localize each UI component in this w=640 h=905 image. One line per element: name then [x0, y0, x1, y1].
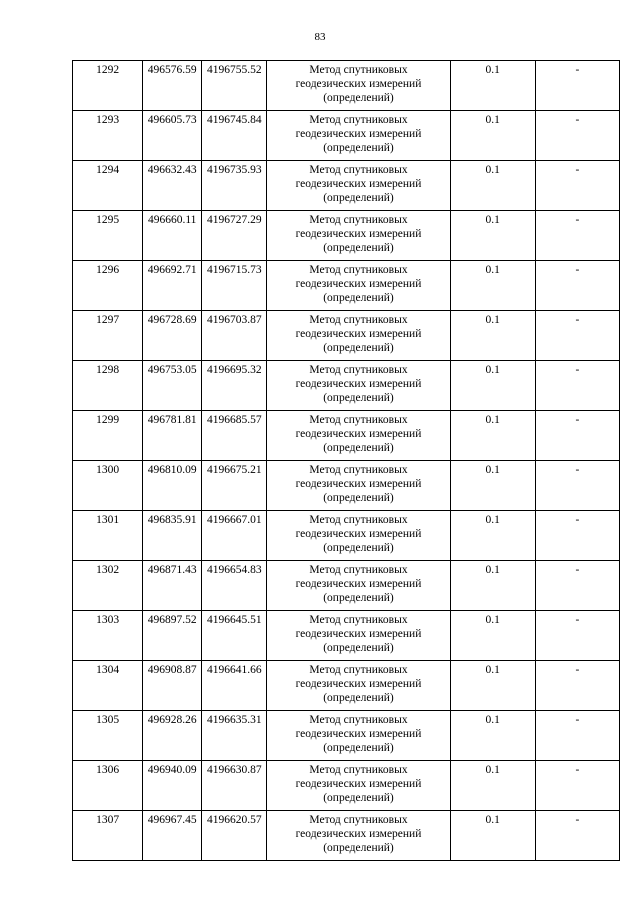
method-cell: [267, 761, 450, 811]
method-line: (определений): [323, 592, 394, 604]
method-line: геодезических измерений: [295, 828, 422, 840]
description-cell: -: [535, 261, 619, 311]
x-coordinate-cell: 496753.05: [143, 361, 202, 411]
table-row: [73, 211, 620, 261]
x-coordinate-cell: 496692.71: [143, 261, 202, 311]
method-line: геодезических измерений: [295, 628, 422, 640]
method-line: геодезических измерений: [295, 128, 422, 140]
x-coordinate-cell: 496728.69: [143, 311, 202, 361]
accuracy-cell: 0.1: [450, 511, 535, 561]
description-cell: -: [535, 711, 619, 761]
method-line: Метод спутниковых: [309, 264, 408, 276]
table-row: [73, 661, 620, 711]
table-row: [73, 511, 620, 561]
point-number-cell: 1293: [73, 111, 143, 161]
method-line: геодезических измерений: [295, 278, 422, 290]
method-line: (определений): [323, 442, 394, 454]
point-number-cell: 1305: [73, 711, 143, 761]
point-number-cell: 1302: [73, 561, 143, 611]
point-number-cell: 1300: [73, 461, 143, 511]
y-coordinate-cell: 4196641.66: [202, 661, 267, 711]
method-cell: [267, 811, 450, 861]
x-coordinate-cell: 496605.73: [143, 111, 202, 161]
method-line: (определений): [323, 842, 394, 854]
method-line: геодезических измерений: [295, 578, 422, 590]
accuracy-cell: 0.1: [450, 411, 535, 461]
x-coordinate-cell: 496660.11: [143, 211, 202, 261]
accuracy-cell: 0.1: [450, 811, 535, 861]
y-coordinate-cell: 4196715.73: [202, 261, 267, 311]
x-coordinate-cell: 496940.09: [143, 761, 202, 811]
method-line: Метод спутниковых: [309, 164, 408, 176]
x-coordinate-cell: 496908.87: [143, 661, 202, 711]
method-line: Метод спутниковых: [309, 614, 408, 626]
method-line: геодезических измерений: [295, 478, 422, 490]
accuracy-cell: 0.1: [450, 111, 535, 161]
table-row: [73, 161, 620, 211]
description-cell: -: [535, 61, 619, 111]
accuracy-cell: 0.1: [450, 311, 535, 361]
x-coordinate-cell: 496897.52: [143, 611, 202, 661]
table-row: [73, 761, 620, 811]
point-number-cell: 1297: [73, 311, 143, 361]
accuracy-cell: 0.1: [450, 211, 535, 261]
table-row: [73, 711, 620, 761]
method-cell: [267, 461, 450, 511]
coordinates-table-body: [73, 61, 620, 861]
y-coordinate-cell: 4196695.32: [202, 361, 267, 411]
method-line: геодезических измерений: [295, 528, 422, 540]
accuracy-cell: 0.1: [450, 561, 535, 611]
table-row: [73, 461, 620, 511]
accuracy-cell: 0.1: [450, 761, 535, 811]
accuracy-cell: 0.1: [450, 611, 535, 661]
y-coordinate-cell: 4196745.84: [202, 111, 267, 161]
x-coordinate-cell: 496871.43: [143, 561, 202, 611]
y-coordinate-cell: 4196675.21: [202, 461, 267, 511]
y-coordinate-cell: 4196727.29: [202, 211, 267, 261]
method-line: Метод спутниковых: [309, 114, 408, 126]
method-line: геодезических измерений: [295, 428, 422, 440]
method-cell: [267, 411, 450, 461]
description-cell: -: [535, 511, 619, 561]
point-number-cell: 1304: [73, 661, 143, 711]
method-cell: [267, 611, 450, 661]
x-coordinate-cell: 496632.43: [143, 161, 202, 211]
table-row: [73, 411, 620, 461]
method-line: геодезических измерений: [295, 378, 422, 390]
method-line: Метод спутниковых: [309, 714, 408, 726]
point-number-cell: 1306: [73, 761, 143, 811]
method-cell: [267, 161, 450, 211]
method-cell: [267, 361, 450, 411]
method-line: геодезических измерений: [295, 728, 422, 740]
description-cell: -: [535, 161, 619, 211]
y-coordinate-cell: 4196635.31: [202, 711, 267, 761]
description-cell: -: [535, 561, 619, 611]
description-cell: -: [535, 311, 619, 361]
y-coordinate-cell: 4196685.57: [202, 411, 267, 461]
y-coordinate-cell: 4196654.83: [202, 561, 267, 611]
method-cell: [267, 261, 450, 311]
method-line: (определений): [323, 542, 394, 554]
accuracy-cell: 0.1: [450, 61, 535, 111]
description-cell: -: [535, 661, 619, 711]
x-coordinate-cell: 496576.59: [143, 61, 202, 111]
method-line: Метод спутниковых: [309, 514, 408, 526]
method-cell: [267, 511, 450, 561]
point-number-cell: 1298: [73, 361, 143, 411]
point-number-cell: 1307: [73, 811, 143, 861]
y-coordinate-cell: 4196735.93: [202, 161, 267, 211]
accuracy-cell: 0.1: [450, 661, 535, 711]
method-cell: [267, 561, 450, 611]
x-coordinate-cell: 496810.09: [143, 461, 202, 511]
method-line: Метод спутниковых: [309, 414, 408, 426]
point-number-cell: 1301: [73, 511, 143, 561]
method-line: (определений): [323, 192, 394, 204]
method-line: геодезических измерений: [295, 328, 422, 340]
accuracy-cell: 0.1: [450, 261, 535, 311]
table-row: [73, 111, 620, 161]
y-coordinate-cell: 4196630.87: [202, 761, 267, 811]
method-line: (определений): [323, 792, 394, 804]
method-line: Метод спутниковых: [309, 564, 408, 576]
table-row: [73, 611, 620, 661]
description-cell: -: [535, 211, 619, 261]
method-line: Метод спутниковых: [309, 314, 408, 326]
accuracy-cell: 0.1: [450, 161, 535, 211]
x-coordinate-cell: 496967.45: [143, 811, 202, 861]
method-line: Метод спутниковых: [309, 464, 408, 476]
x-coordinate-cell: 496928.26: [143, 711, 202, 761]
point-number-cell: 1303: [73, 611, 143, 661]
y-coordinate-cell: 4196755.52: [202, 61, 267, 111]
accuracy-cell: 0.1: [450, 711, 535, 761]
method-line: геодезических измерений: [295, 178, 422, 190]
method-line: Метод спутниковых: [309, 64, 408, 76]
point-number-cell: 1299: [73, 411, 143, 461]
method-cell: [267, 711, 450, 761]
method-line: (определений): [323, 392, 394, 404]
description-cell: -: [535, 111, 619, 161]
accuracy-cell: 0.1: [450, 361, 535, 411]
description-cell: -: [535, 761, 619, 811]
method-line: геодезических измерений: [295, 778, 422, 790]
method-line: Метод спутниковых: [309, 814, 408, 826]
point-number-cell: 1294: [73, 161, 143, 211]
method-line: (определений): [323, 642, 394, 654]
x-coordinate-cell: 496781.81: [143, 411, 202, 461]
point-number-cell: 1296: [73, 261, 143, 311]
method-line: геодезических измерений: [295, 78, 422, 90]
method-line: (определений): [323, 92, 394, 104]
method-cell: [267, 311, 450, 361]
method-line: геодезических измерений: [295, 678, 422, 690]
table-row: [73, 311, 620, 361]
method-line: (определений): [323, 242, 394, 254]
description-cell: -: [535, 611, 619, 661]
accuracy-cell: 0.1: [450, 461, 535, 511]
point-number-cell: 1295: [73, 211, 143, 261]
description-cell: -: [535, 361, 619, 411]
method-line: геодезических измерений: [295, 228, 422, 240]
y-coordinate-cell: 4196667.01: [202, 511, 267, 561]
page-number: 83: [314, 31, 326, 43]
y-coordinate-cell: 4196645.51: [202, 611, 267, 661]
table-row: [73, 61, 620, 111]
method-line: (определений): [323, 292, 394, 304]
point-number-cell: 1292: [73, 61, 143, 111]
coordinates-table: [72, 60, 620, 861]
method-line: (определений): [323, 492, 394, 504]
method-line: (определений): [323, 142, 394, 154]
method-line: Метод спутниковых: [309, 664, 408, 676]
table-row: [73, 561, 620, 611]
method-line: (определений): [323, 692, 394, 704]
table-row: [73, 361, 620, 411]
y-coordinate-cell: 4196703.87: [202, 311, 267, 361]
method-cell: [267, 111, 450, 161]
method-line: Метод спутниковых: [309, 764, 408, 776]
table-row: [73, 261, 620, 311]
description-cell: -: [535, 461, 619, 511]
y-coordinate-cell: 4196620.57: [202, 811, 267, 861]
method-cell: [267, 211, 450, 261]
description-cell: -: [535, 811, 619, 861]
method-cell: [267, 661, 450, 711]
description-cell: -: [535, 411, 619, 461]
x-coordinate-cell: 496835.91: [143, 511, 202, 561]
method-line: Метод спутниковых: [309, 214, 408, 226]
method-cell: [267, 61, 450, 111]
method-line: Метод спутниковых: [309, 364, 408, 376]
table-row: [73, 811, 620, 861]
method-line: (определений): [323, 742, 394, 754]
method-line: (определений): [323, 342, 394, 354]
